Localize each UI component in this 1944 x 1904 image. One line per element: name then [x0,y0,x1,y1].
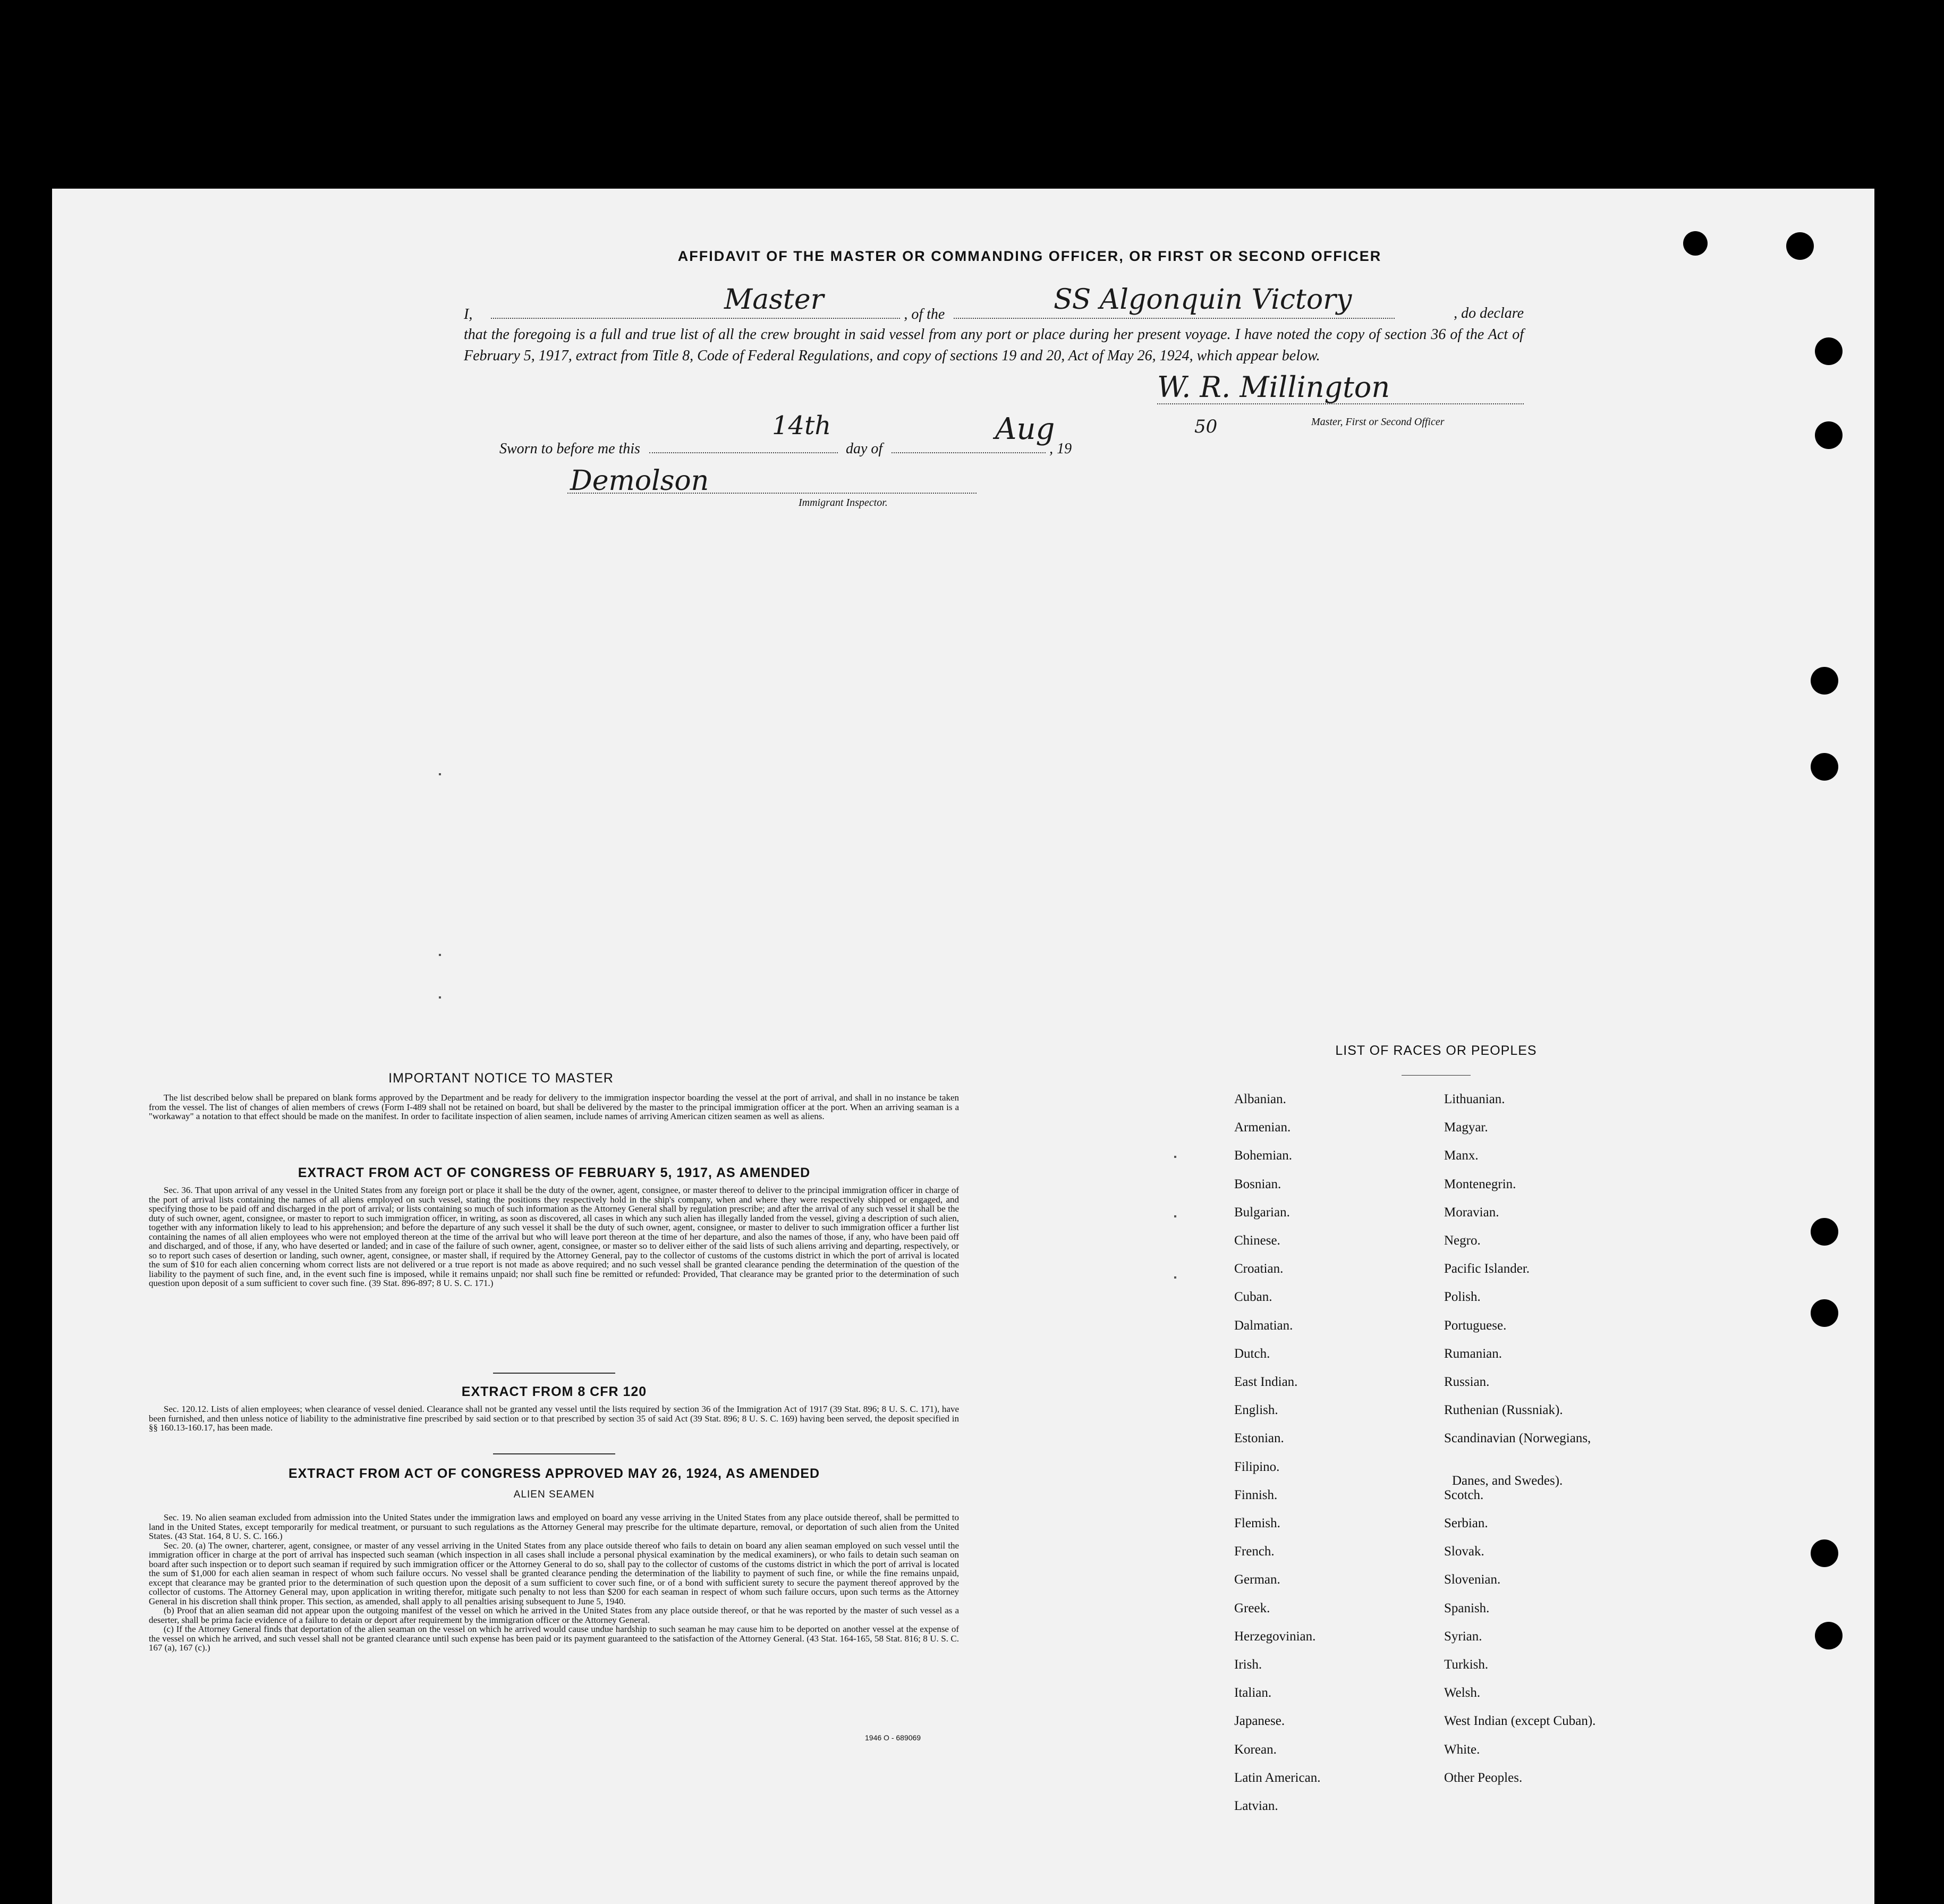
race-item: German. [1234,1572,1280,1587]
race-item: Portuguese. [1444,1318,1507,1333]
extract-1924-subtitle: ALIEN SEAMEN [513,1489,595,1500]
race-item: Lithuanian. [1444,1092,1505,1106]
race-item: Dutch. [1234,1346,1270,1361]
extract-8cfr-paragraph: Sec. 120.12. Lists of alien employees; when clearance of vessel denied. Clearance shall not be granted any vessel until the lists required by section 36 of the Immigration Act of 1917 (39 Stat. 896; 8 U. S. C. 171), have been furnished, and then unless notice of liability to the administrative fine prescribed by said section or to that prescribed by section 35 of said Act (39 Stat. 896; 8 U. S. C. 169) having been served, the deposit specified in §§ 160.13-160.17, has been made. [149,1404,959,1433]
race-item: Latin American. [1234,1770,1321,1785]
binder-hole [1811,1299,1838,1327]
notice-title: IMPORTANT NOTICE TO MASTER [388,1071,614,1086]
race-item: Danes, and Swedes). [1452,1473,1563,1488]
handwritten-day: 14th [772,411,831,441]
affidavit-do-declare: , do declare [1454,305,1524,321]
binder-hole [1811,1539,1838,1567]
margin-dot [439,773,441,775]
binder-hole [1811,753,1838,781]
race-item: Armenian. [1234,1120,1291,1135]
document-page [52,189,1874,1904]
binder-hole [1811,1218,1838,1246]
race-item: Herzegovinian. [1234,1629,1316,1644]
extract-8cfr-title: EXTRACT FROM 8 CFR 120 [461,1384,647,1399]
divider-rule [493,1453,615,1454]
sworn-text: Sworn to before me this [499,441,640,457]
binder-hole [1683,231,1708,256]
race-item: Polish. [1444,1290,1481,1305]
race-item: Korean. [1234,1742,1277,1757]
races-title: LIST OF RACES OR PEOPLES [1335,1043,1537,1058]
notice-text [149,1093,959,1121]
signature-caption: Master, First or Second Officer [1311,416,1445,428]
race-item: Italian. [1234,1686,1272,1700]
race-item: Irish. [1234,1657,1262,1672]
affidavit-statement-block [464,284,1524,367]
margin-dot [439,996,441,998]
race-item: West Indian (except Cuban). [1444,1714,1596,1729]
handwritten-vessel: SS Algonquin Victory [1054,284,1352,316]
affidavit-statement: that the foregoing is a full and true list of all the crew brought in said vessel from any port or place during her present voyage. I have noted the copy of section 36 of the Act of February 5, 1917, extract from Title 8, Code of Federal Regulations, and copy of sections 19 and 20, Act of May 26, 1924, which appear below. [464,326,1524,364]
extract-1924-paragraph: (b) Proof that an alien seaman did not appear upon the outgoing manifest of the vessel on which he arrived in the United States from any place outside thereof, or that he was reported by the master of such vessel as a deserter, shall be prima facie evidence of a failure to detain or deport after requirement by the immigration officer or the Attorney General. [149,1605,959,1625]
extract-1917-title: EXTRACT FROM ACT OF CONGRESS OF FEBRUARY 5, 1917, AS AMENDED [298,1165,811,1180]
affidavit-i: I, [464,306,473,323]
affidavit-title: AFFIDAVIT OF THE MASTER OR COMMANDING OFFICER, OR FIRST OR SECOND OFFICER [677,248,1382,264]
margin-dot [1174,1215,1176,1217]
officer-blank [491,303,900,319]
race-item: Bulgarian. [1234,1205,1290,1220]
race-item: Bohemian. [1234,1148,1293,1163]
race-item: Moravian. [1444,1205,1499,1220]
divider-rule [493,1373,615,1374]
binder-hole [1815,421,1843,449]
race-item: French. [1234,1544,1275,1559]
extract-8cfr-text [149,1404,959,1433]
binder-hole [1815,1622,1843,1649]
race-item: Other Peoples. [1444,1770,1523,1785]
extract-1917-paragraph: Sec. 36. That upon arrival of any vessel in the United States from any foreign port or place it shall be the duty of the owner, agent, consignee, or master thereof to deliver to the principal immigration officer in charge of the port of arrival lists containing the names of all aliens employed on such vessel, stating the positions they respectively hold in the ship's company, when and where they were respectively shipped or engaged, and specifying those to be paid off and discharged in the port of arrival; or lists containing so much of such information as the Attorney General shall by regulation prescribe; and after the arrival of any such vessel it shall be the duty of such owner, agent, consignee, or master to report to such immigration officer, in writing, as soon as discovered, all cases in which any such alien has illegally landed from the vessel, giving a description of such alien, together with any information likely to lead to his apprehension; and before the departure of any such vessel it shall be the duty of such owner, agent, consignee, or master to deliver to such immigration officer a further list containing the names of all alien employees who were not employed thereon at the time of the arrival but who will leave port thereon at the time of her departure, and also the names of those, if any, who have been paid off and discharged, and of those, if any, who have deserted or landed; and in case of the failure of such owner, agent, consignee, or master so to deliver either of the said lists of such aliens arriving and departing, respectively, or so to report such cases of desertion or landing, such owner, agent, consignee, or master shall, if required by the Attorney General, pay to the collector of customs of the customs district in which the port of arrival is located the sum of $10 for each alien concerning whom correct lists are not delivered or a true report is not made as above required; and no such vessel shall be granted clearance pending the determination of the question of the liability to the payment of such fine, and, in the event such fine is imposed, while it remains unpaid; nor shall such fine be remitted or refunded: Provided, That clearance may be granted prior to the determination of such question upon deposit of a sum sufficient to cover such fine. (39 Stat. 896-897; 8 U. S. C. 171.) [149,1185,959,1288]
scan-speck [1407,45,1429,67]
race-item: Albanian. [1234,1092,1286,1106]
race-item: Greek. [1234,1601,1270,1615]
race-item: Croatian. [1234,1262,1284,1276]
race-item: Slovenian. [1444,1572,1501,1587]
race-item: Dalmatian. [1234,1318,1293,1333]
race-item: Bosnian. [1234,1177,1281,1191]
form-print-code: 1946 O - 689069 [865,1733,921,1742]
extract-1924-paragraph: Sec. 20. (a) The owner, charterer, agent, consignee, or master of any vessel arriving in the United States from any place outside thereof who fails to detain on board any alien seaman employed on such vessel until the immigration officer in charge at the port of arrival has inspected such seaman (which inspection in all cases shall include a personal physical examination by the medical examiners), or who fails to detain such seaman on board after such inspection or to deport such seaman if required by such immigration officer or the Attorney General to do so, shall pay to the collector of customs of the customs district in which the port of arrival is located the sum of $1,000 for each alien seaman in respect of whom such failure occurs. No vessel shall be granted clearance pending the determination of the liability to payment of such fine, or while the fine remains unpaid, except that clearance may be granted prior to the determination of such question upon the deposit of a sum sufficient to cover such fine, or of a bond with sufficient surety to secure the payment thereof approved by the collector of customs. The Attorney General may, upon application in writing therefor, mitigate such penalty to not less than $200 for each seaman in respect of whom such failure occurs, upon such terms as the Attorney General in his discretion shall think proper. This section, as amended, shall apply to all penalties arising subsequent to June 5, 1940. [149,1540,959,1606]
margin-dot [1174,1276,1176,1279]
race-item: Slovak. [1444,1544,1484,1559]
margin-dot [439,954,441,956]
handwritten-year: 50 [1194,416,1218,437]
extract-1924-text [149,1513,959,1653]
affidavit-of-the: , of the [904,306,945,323]
day-of-text: day of [845,441,883,457]
race-item: Flemish. [1234,1516,1280,1530]
race-item: East Indian. [1234,1375,1298,1389]
handwritten-signature: W. R. Millington [1157,370,1390,404]
handwritten-inspector: Demolson [570,465,709,497]
margin-dot [1174,1156,1176,1158]
race-item: Latvian. [1234,1799,1278,1813]
race-item: Syrian. [1444,1629,1482,1644]
race-item: Chinese. [1234,1233,1280,1248]
race-item: Negro. [1444,1233,1481,1248]
binder-hole [1786,232,1814,260]
race-item: Ruthenian (Russniak). [1444,1403,1563,1418]
race-item: Welsh. [1444,1686,1481,1700]
extract-1917-text [149,1186,959,1288]
race-item: Manx. [1444,1148,1479,1163]
race-item: Montenegrin. [1444,1177,1516,1191]
binder-hole [1811,667,1838,695]
race-item: Filipino. [1234,1459,1280,1474]
race-item: Spanish. [1444,1601,1490,1615]
race-item: English. [1234,1403,1278,1418]
race-item: Scandinavian (Norwegians, [1444,1431,1591,1446]
inspector-caption: Immigrant Inspector. [799,497,888,509]
extract-1924-paragraph: (c) If the Attorney General finds that deportation of the alien seaman on the vessel on which he arrived would cause undue hardship to such seaman he may cause him to be deported on another vessel at the expense of the vessel on which he arrived, and such vessel shall not be granted clearance until such expense has been paid or its payment guaranteed to the satisfaction of the Attorney General. (43 Stat. 164-165, 58 Stat. 816; 8 U. S. C. 167 (a), 167 (c).) [149,1624,959,1653]
race-item: Magyar. [1444,1120,1488,1135]
extract-1924-paragraph: Sec. 19. No alien seaman excluded from admission into the United States under the immigration laws and employed on board any vesse arriving in the United States from any place outside thereof, shall be permitted to land in the United States, except temporarily for medical treatment, or pursuant to such regulations as the Attorney General may prescribe for the ultimate departure, removal, or deportation of such alien from the United States. (43 Stat. 164, 8 U. S. C. 166.) [149,1512,959,1541]
race-item: Finnish. [1234,1487,1278,1502]
race-item: Rumanian. [1444,1346,1502,1361]
notice-paragraph: The list described below shall be prepared on blank forms approved by the Department and be ready for delivery to the immigration inspector boarding the vessel at the port of arrival, and shall in no instance be taken from the vessel. The list of changes of alien members of crews (Form I-489 shall not be retained on board, but shall be delivered by the master to the principal immigration officer at the port. When an arriving seaman is a "workaway" a notation to that effect should be made on the manifest. In order to facilitate inspection of alien seamen, include names of arriving American citizen seamen as well as aliens. [149,1093,959,1121]
race-item: Pacific Islander. [1444,1262,1530,1276]
race-item: White. [1444,1742,1480,1757]
race-item: Japanese. [1234,1714,1285,1729]
race-item: Russian. [1444,1375,1490,1389]
handwritten-month: Aug [995,412,1055,446]
race-item: Scotch. [1444,1487,1484,1502]
year-prefix: , 19 [1049,441,1072,457]
handwritten-officer: Master [724,284,824,316]
race-item: Estonian. [1234,1431,1284,1446]
extract-1924-title: EXTRACT FROM ACT OF CONGRESS APPROVED MAY 26, 1924, AS AMENDED [288,1466,820,1481]
race-item: Serbian. [1444,1516,1488,1530]
divider-rule [1402,1075,1471,1076]
binder-hole [1815,337,1843,365]
race-item: Cuban. [1234,1290,1272,1305]
race-item: Turkish. [1444,1657,1489,1672]
